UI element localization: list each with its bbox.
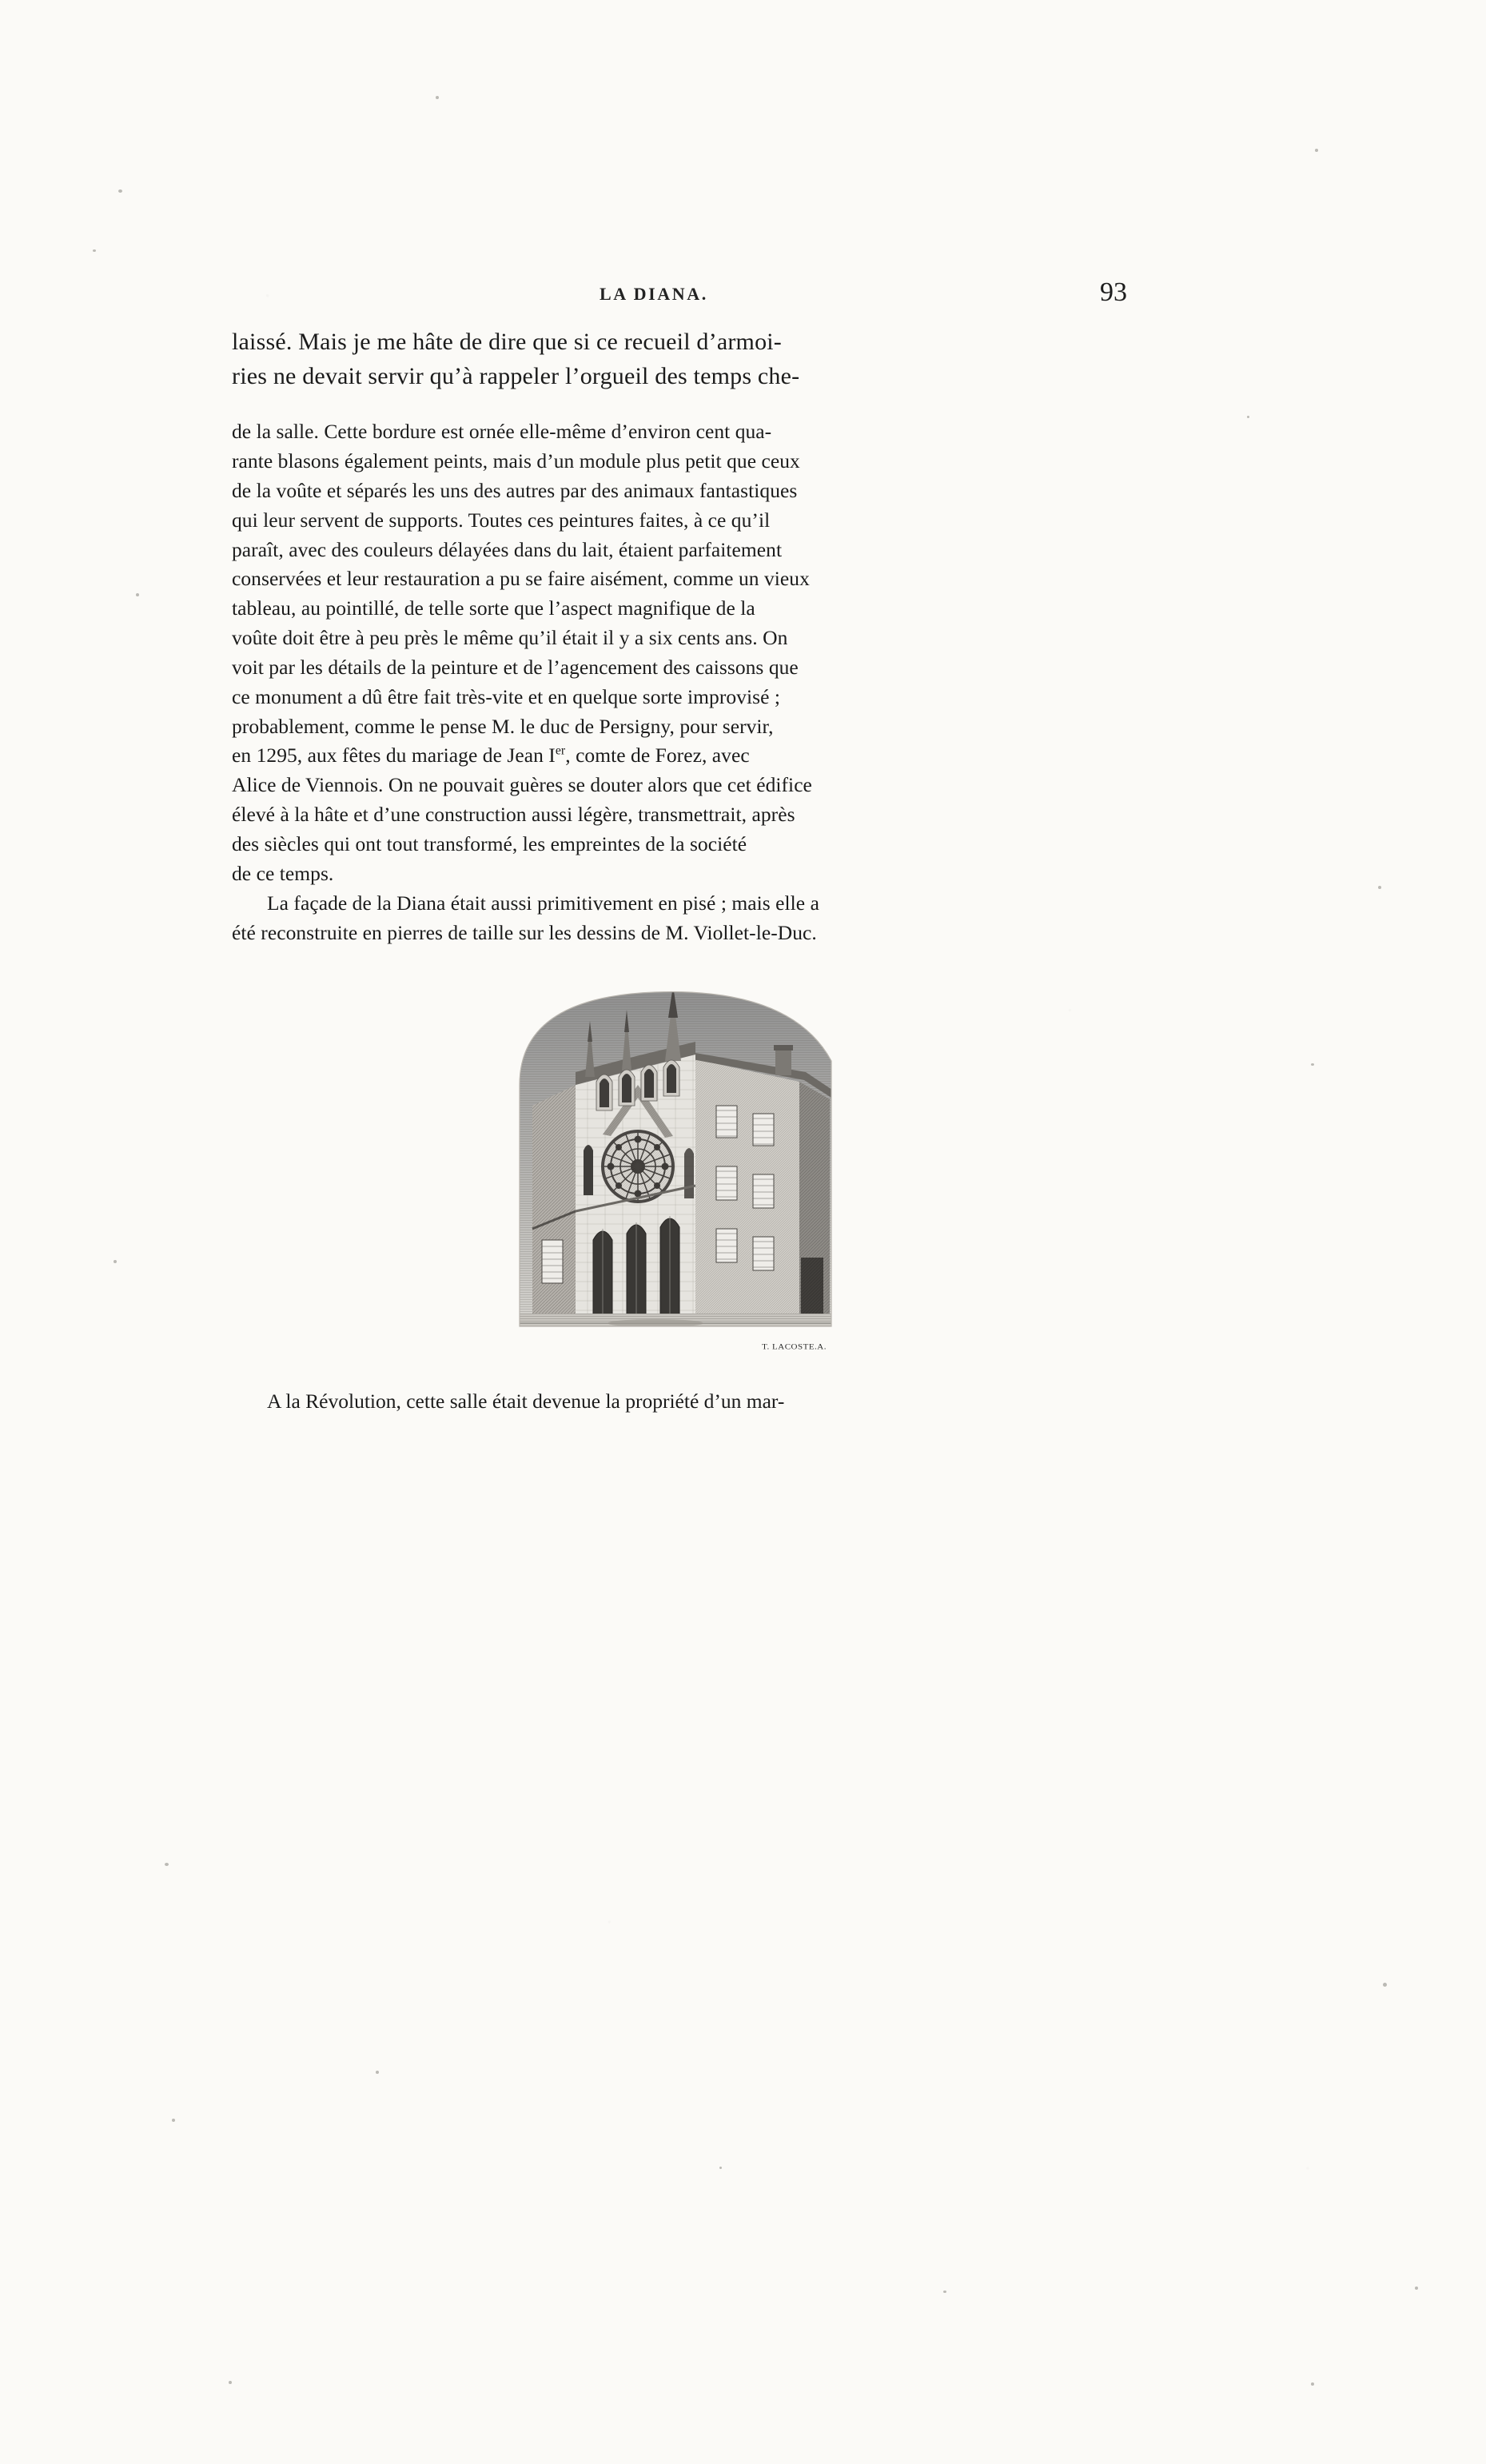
text-line-content: La façade de la Diana était aussi primitivement en pisé ; mais elle a (267, 891, 819, 915)
text-line-content: probablement, comme le pense M. le duc de Persigny, pour servir, (232, 714, 774, 738)
text-line (232, 741, 1127, 771)
running-head-title: LA DIANA. (600, 284, 708, 304)
text-line-content (232, 741, 750, 771)
text-line-content: conservées et leur restauration a pu se faire aisément, comme un vieux (232, 567, 810, 591)
text-line (232, 683, 1127, 712)
engraving-wrapper (456, 965, 903, 1365)
text-line (232, 800, 1127, 830)
text-line: laissé. Mais je me hâte de dire que si ce recueil d’armoi- (232, 329, 782, 355)
text-line-content: Alice de Viennois. On ne pouvait guères se douter alors que cet édifice (232, 773, 812, 797)
text-line-content: qui leur servent de supports. Toutes ces peintures faites, à ce qu’il (232, 508, 771, 532)
page-number: 93 (1100, 277, 1127, 307)
second-paragraph (232, 889, 1127, 948)
text-line (232, 447, 1127, 476)
after-figure-paragraph (232, 1387, 1127, 1417)
text-line-content: élevé à la hâte et d’une construction aussi légère, transmettrait, après (232, 803, 795, 827)
text-line (232, 712, 1127, 742)
text-line-content: voûte doit être à peu près le même qu’il était il y a six cents ans. On (232, 626, 788, 650)
text-line: ries ne devait servir qu’à rappeler l’orgueil des temps che- (232, 362, 800, 389)
text-line (232, 476, 1127, 506)
text-line-content: de la voûte et séparés les uns des autres par des animaux fantastiques (232, 478, 798, 502)
text-line: de ce temps. (232, 861, 334, 885)
figure-facade-engraving (232, 965, 1127, 1373)
text-line (232, 771, 1127, 800)
text-line-content: ce monument a dû être fait très-vite et en quelque sorte improvisé ; (232, 684, 780, 708)
text-line (232, 594, 1127, 624)
text-line-content: A la Révolution, cette salle était devenue la propriété d’un mar- (267, 1389, 785, 1413)
text-line-content: de la salle. Cette bordure est ornée elle-même d’environ cent qua- (232, 420, 772, 444)
text-line (232, 830, 1127, 859)
text-line (232, 564, 1127, 594)
text-line: été reconstruite en pierres de taille sur les dessins de M. Viollet-le-Duc. (232, 920, 817, 944)
text-line (232, 536, 1127, 565)
text-line-part: en 1295, aux fêtes du mariage de Jean I (232, 744, 556, 768)
text-line-content: tableau, au pointillé, de telle sorte que l’aspect magnifique de la (232, 596, 755, 620)
ordinal-superscript: er (555, 744, 566, 758)
text-line (232, 653, 1127, 683)
running-head (232, 277, 1127, 317)
body-paragraph (232, 417, 1127, 889)
text-line (232, 624, 1127, 653)
text-line (232, 889, 1127, 919)
text-line-part: , comte de Forez, avec (565, 744, 750, 768)
text-line-content: paraît, avec des couleurs délayées dans du lait, étaient parfaitement (232, 537, 783, 561)
text-line (232, 1387, 1127, 1417)
text-line (232, 417, 1127, 447)
text-line (232, 506, 1127, 536)
engraver-signature: T. LACOSTE.A. (762, 1342, 827, 1352)
lead-paragraph (232, 325, 1127, 393)
text-line-content: voit par les détails de la peinture et de l’agencement des caissons que (232, 655, 799, 679)
page-content (232, 277, 1127, 1417)
text-line-content: des siècles qui ont tout transformé, les empreintes de la société (232, 832, 747, 855)
text-line-content: rante blasons également peints, mais d’un module plus petit que ceux (232, 449, 800, 473)
facade-engraving-image (456, 965, 903, 1365)
